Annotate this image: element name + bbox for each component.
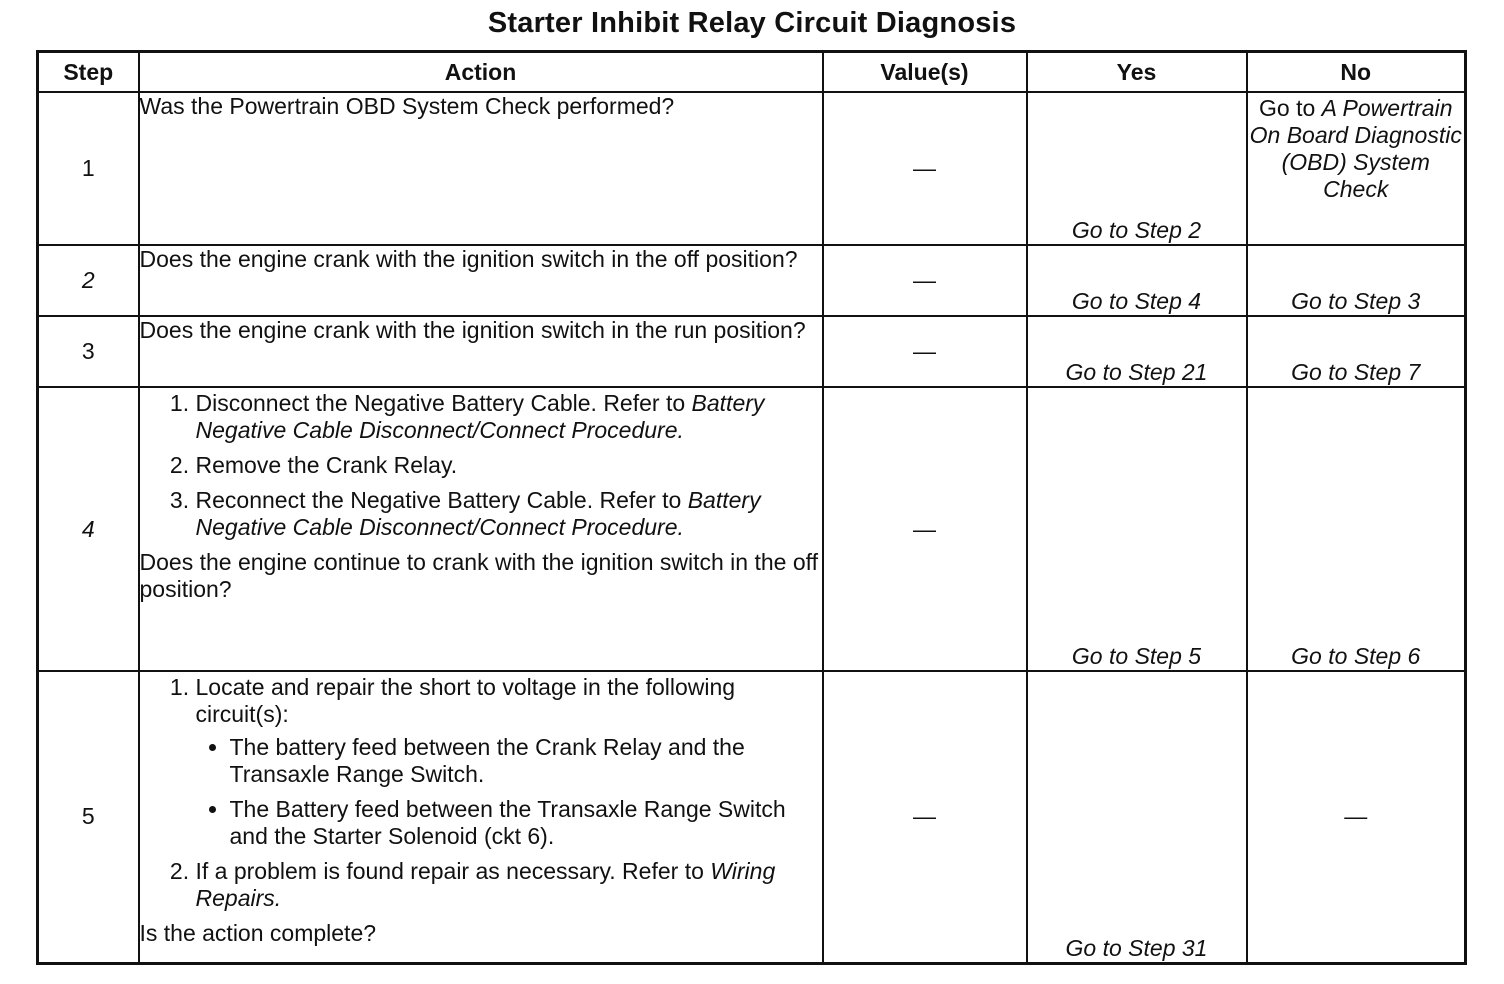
header-no: No xyxy=(1247,52,1466,93)
header-values: Value(s) xyxy=(823,52,1027,93)
no-cell[interactable] xyxy=(1247,387,1466,671)
yes-cell[interactable] xyxy=(1027,316,1247,387)
action-step xyxy=(196,487,822,541)
yes-cell[interactable] xyxy=(1027,387,1247,671)
no-cell[interactable] xyxy=(1247,92,1466,245)
value-cell: — xyxy=(823,316,1027,387)
no-link[interactable]: Go to Step 7 xyxy=(1291,359,1421,385)
step-number: 5 xyxy=(38,671,139,963)
bullet-item: • The battery feed between the Crank Relay and the Transaxle Range Switch. xyxy=(230,734,822,788)
table-row-step-5 xyxy=(38,671,1466,963)
value-cell: — xyxy=(823,671,1027,963)
value-cell: — xyxy=(823,92,1027,245)
action-question: Does the engine continue to crank with the ignition switch in the off position? xyxy=(139,549,818,602)
action-step-text: If a problem is found repair as necessary. Refer to xyxy=(195,858,711,884)
no-cell[interactable] xyxy=(1247,316,1466,387)
action-steps-list xyxy=(140,390,822,541)
procedure-link[interactable]: Battery Negative Cable Disconnect/Connect Procedure. xyxy=(195,487,761,540)
yes-cell[interactable] xyxy=(1027,92,1247,245)
action-cell xyxy=(139,245,823,316)
yes-cell[interactable] xyxy=(1027,671,1247,963)
header-action: Action xyxy=(139,52,823,93)
no-cell: — xyxy=(1247,671,1466,963)
table-row-step-4 xyxy=(38,387,1466,671)
action-question: Was the Powertrain OBD System Check performed? xyxy=(139,93,675,119)
diagnosis-table xyxy=(36,50,1467,965)
wiring-repairs-link[interactable]: Wiring Repairs. xyxy=(195,858,776,911)
value-cell: — xyxy=(823,387,1027,671)
step-number: 4 xyxy=(38,387,139,671)
no-link[interactable]: Go to Step 6 xyxy=(1291,643,1421,669)
header-row xyxy=(38,52,1466,93)
action-steps-list xyxy=(140,674,822,912)
yes-cell[interactable] xyxy=(1027,245,1247,316)
action-step-text: Reconnect the Negative Battery Cable. Refer to xyxy=(195,487,688,513)
action-step xyxy=(196,674,822,850)
action-step-text: Locate and repair the short to voltage in the following circuit(s): xyxy=(195,674,736,727)
no-cell[interactable] xyxy=(1247,245,1466,316)
action-step-text: Disconnect the Negative Battery Cable. Refer to xyxy=(195,390,692,416)
no-link[interactable]: A Powertrain On Board Diagnostic (OBD) System Check xyxy=(1249,95,1462,202)
action-step xyxy=(196,858,822,912)
action-question: Does the engine crank with the ignition switch in the run position? xyxy=(139,317,806,343)
page-title: Starter Inhibit Relay Circuit Diagnosis xyxy=(487,7,1017,39)
action-question: Does the engine crank with the ignition switch in the off position? xyxy=(139,246,798,272)
yes-link[interactable]: Go to Step 4 xyxy=(1071,288,1202,314)
step-number: 3 xyxy=(38,316,139,387)
step-number: 1 xyxy=(38,92,139,245)
value-cell: — xyxy=(823,245,1027,316)
circuit-bullet-list xyxy=(196,734,822,850)
table-row-step-1 xyxy=(38,92,1466,245)
procedure-link[interactable]: Battery Negative Cable Disconnect/Connect Procedure. xyxy=(195,390,765,443)
table-row-step-2 xyxy=(38,245,1466,316)
header-step: Step xyxy=(38,52,139,93)
action-cell xyxy=(139,316,823,387)
bullet-item: • The Battery feed between the Transaxle Range Switch and the Starter Solenoid (ckt 6). xyxy=(230,796,822,850)
step-number: 2 xyxy=(38,245,139,316)
action-cell xyxy=(139,671,823,963)
action-step-text: Remove the Crank Relay. xyxy=(195,452,458,478)
action-step xyxy=(196,390,822,444)
yes-link[interactable]: Go to Step 21 xyxy=(1065,359,1208,385)
yes-link[interactable]: Go to Step 5 xyxy=(1071,643,1202,669)
action-question: Is the action complete? xyxy=(139,920,377,946)
table-row-step-3 xyxy=(38,316,1466,387)
header-yes: Yes xyxy=(1027,52,1247,93)
action-step xyxy=(196,452,822,479)
no-link[interactable]: Go to Step 3 xyxy=(1291,288,1421,314)
yes-link[interactable]: Go to Step 2 xyxy=(1071,217,1202,243)
action-cell xyxy=(139,387,823,671)
yes-link[interactable]: Go to Step 31 xyxy=(1065,934,1208,961)
no-prefix: Go to xyxy=(1259,95,1322,121)
action-cell xyxy=(139,92,823,245)
